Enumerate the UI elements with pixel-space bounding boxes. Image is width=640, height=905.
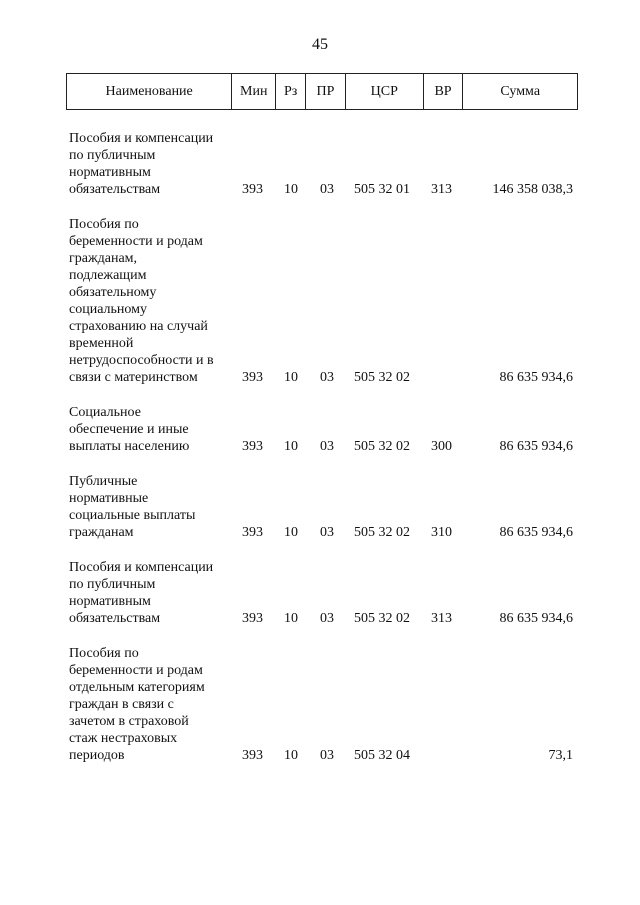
row-min: 393 <box>242 525 263 540</box>
page-number: 45 <box>312 36 328 53</box>
row-name: Пособия и компенсации по публичным нормативным обязательствам <box>69 131 214 197</box>
row-sum: 146 358 038,3 <box>492 182 573 197</box>
row-pr: 03 <box>320 439 334 454</box>
row-rz: 10 <box>284 370 298 385</box>
header-pr: ПР <box>306 74 346 109</box>
row-pr: 03 <box>320 370 334 385</box>
table-header <box>66 73 578 110</box>
table-row <box>0 404 640 455</box>
row-name: Публичные нормативные социальные выплаты гражданам <box>69 474 196 540</box>
row-rz: 10 <box>284 439 298 454</box>
row-rz: 10 <box>284 525 298 540</box>
table-row <box>0 130 640 198</box>
row-min: 393 <box>242 370 263 385</box>
row-vr: 310 <box>431 525 452 540</box>
table-row <box>0 216 640 386</box>
row-min: 393 <box>242 611 263 626</box>
header-rz: Рз <box>276 74 306 109</box>
row-pr: 03 <box>320 611 334 626</box>
row-csr: 505 32 02 <box>354 611 410 626</box>
row-name: Пособия и компенсации по публичным нормативным обязательствам <box>69 560 214 626</box>
row-csr: 505 32 02 <box>354 525 410 540</box>
row-csr: 505 32 04 <box>354 748 410 763</box>
header-min: Мин <box>232 74 276 109</box>
table-row <box>0 645 640 764</box>
row-csr: 505 32 02 <box>354 439 410 454</box>
row-pr: 03 <box>320 525 334 540</box>
row-sum: 86 635 934,6 <box>499 370 573 385</box>
row-pr: 03 <box>320 748 334 763</box>
header-name: Наименование <box>67 74 232 109</box>
row-min: 393 <box>242 439 263 454</box>
row-min: 393 <box>242 748 263 763</box>
row-vr: 300 <box>431 439 452 454</box>
row-rz: 10 <box>284 748 298 763</box>
table-row <box>0 559 640 627</box>
table-row <box>0 473 640 541</box>
row-rz: 10 <box>284 182 298 197</box>
row-sum: 86 635 934,6 <box>499 525 573 540</box>
row-rz: 10 <box>284 611 298 626</box>
header-sum: Сумма <box>500 83 541 99</box>
row-name: Пособия по беременности и родам гражданам, подлежащим обязательному социальному страхованию на случай временной нетрудоспособности и в связи с материнством <box>69 217 214 385</box>
row-vr: 313 <box>431 182 452 197</box>
row-sum: 86 635 934,6 <box>499 439 573 454</box>
header-csr: ЦСР <box>346 74 424 109</box>
row-name: Пособия по беременности и родам отдельным категориям граждан в связи с зачетом в страховой стаж нестраховых периодов <box>69 646 205 763</box>
row-name: Социальное обеспечение и иные выплаты населению <box>69 405 190 454</box>
header-vr: ВР <box>424 74 464 109</box>
row-csr: 505 32 01 <box>354 182 410 197</box>
row-pr: 03 <box>320 182 334 197</box>
row-sum: 86 635 934,6 <box>499 611 573 626</box>
row-vr: 313 <box>431 611 452 626</box>
row-sum: 73,1 <box>548 748 573 763</box>
row-min: 393 <box>242 182 263 197</box>
row-csr: 505 32 02 <box>354 370 410 385</box>
